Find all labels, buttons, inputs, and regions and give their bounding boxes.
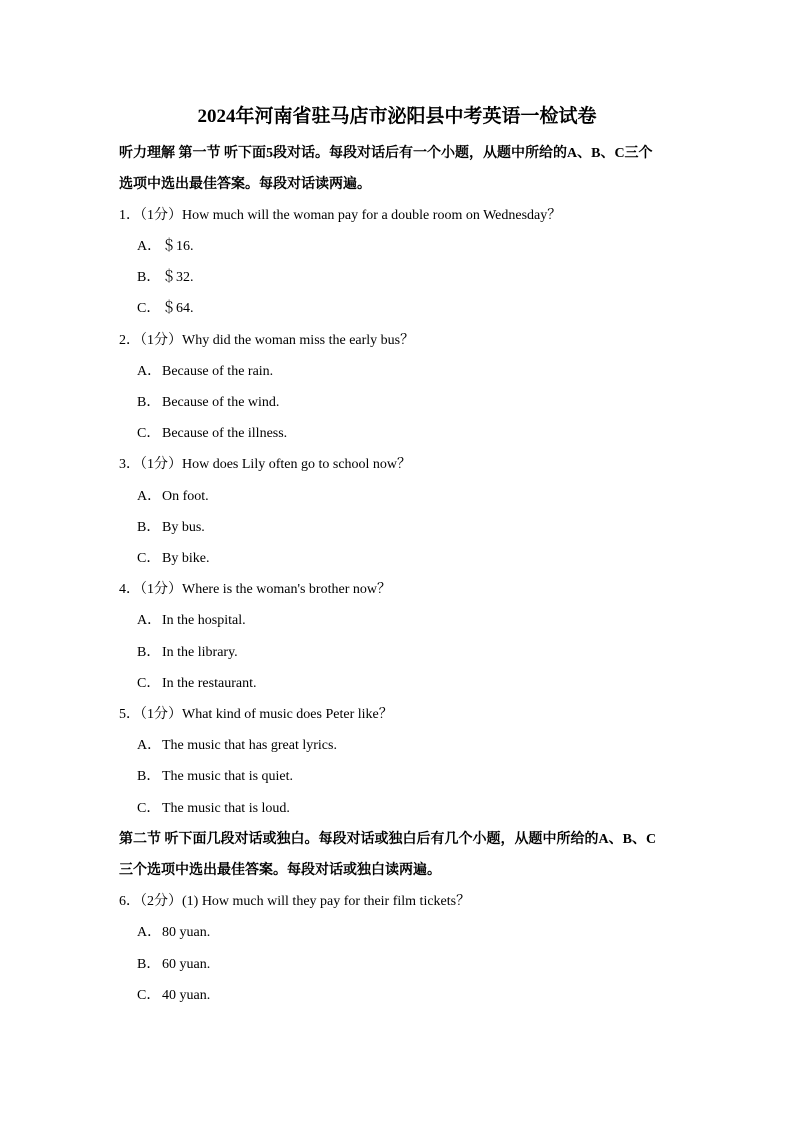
section-1-instruction-line-1: 听力理解 第一节 听下面5段对话。每段对话后有一个小题，从题中所给的A、B、C三个 <box>119 146 653 161</box>
option-letter: C． <box>137 551 161 566</box>
question-1-stem: 1．（1分）How much will the woman pay for a double room on Wednesday？ <box>119 208 562 223</box>
option-text: ＄32. <box>162 270 194 285</box>
question-1-option-a <box>137 237 194 257</box>
option-letter: A． <box>137 613 162 628</box>
option-text: In the library. <box>162 645 238 660</box>
option-letter: B． <box>137 395 161 410</box>
option-text: In the hospital. <box>162 613 246 628</box>
option-text: 80 yuan. <box>162 925 211 940</box>
option-letter: B． <box>137 645 161 660</box>
option-text: Because of the wind. <box>162 395 280 410</box>
question-6-option-c <box>137 986 210 1006</box>
option-letter: B． <box>137 957 161 972</box>
question-4-option-b <box>137 643 238 663</box>
option-letter: A． <box>137 239 162 254</box>
option-text: Because of the illness. <box>162 426 288 441</box>
question-2-option-a <box>137 362 273 382</box>
option-text: The music that is quiet. <box>162 769 294 784</box>
option-letter: C． <box>137 301 161 316</box>
option-text: By bus. <box>162 520 205 535</box>
question-5-option-b <box>137 767 293 787</box>
option-text: The music that has great lyrics. <box>162 738 337 753</box>
question-5-option-a <box>137 736 337 756</box>
option-text: In the restaurant. <box>162 676 257 691</box>
question-4-option-a <box>137 611 246 631</box>
question-2-option-c <box>137 424 287 444</box>
section-1-instruction-line-2: 选项中选出最佳答案。每段对话读两遍。 <box>119 177 371 192</box>
question-2-stem: 2．（1分）Why did the woman miss the early bus？ <box>119 333 415 348</box>
option-letter: C． <box>137 676 161 691</box>
question-6-option-a <box>137 923 210 943</box>
option-letter: A． <box>137 489 162 504</box>
option-text: ＄64. <box>162 301 194 316</box>
question-3-stem: 3．（1分）How does Lily often go to school now？ <box>119 457 412 472</box>
page-title: 2024年河南省驻马店市泌阳县中考英语一检试卷 <box>197 106 597 127</box>
option-letter: A． <box>137 364 162 379</box>
option-letter: B． <box>137 769 161 784</box>
section-2-instruction-line-1: 第二节 听下面几段对话或独白。每段对话或独白后有几个小题，从题中所给的A、B、C <box>119 832 657 847</box>
question-2-option-b <box>137 393 279 413</box>
option-letter: A． <box>137 925 162 940</box>
option-text: By bike. <box>162 551 210 566</box>
question-3-option-b <box>137 518 205 538</box>
section-2-instruction-line-2: 三个选项中选出最佳答案。每段对话或独白读两遍。 <box>119 863 441 878</box>
question-3-option-a <box>137 487 209 507</box>
question-1-option-c <box>137 299 194 319</box>
option-letter: C． <box>137 988 161 1003</box>
question-5-option-c <box>137 799 290 819</box>
question-5-stem: 5．（1分）What kind of music does Peter like？ <box>119 707 393 722</box>
question-6-stem: 6．（2分）(1) How much will they pay for their film tickets？ <box>119 894 471 909</box>
question-3-option-c <box>137 549 209 569</box>
question-4-option-c <box>137 674 256 694</box>
option-letter: C． <box>137 801 161 816</box>
option-text: ＄16. <box>162 239 194 254</box>
option-letter: B． <box>137 520 161 535</box>
option-letter: C． <box>137 426 161 441</box>
option-text: On foot. <box>162 489 209 504</box>
question-1-option-b <box>137 268 194 288</box>
option-letter: B． <box>137 270 161 285</box>
question-4-stem: 4．（1分）Where is the woman's brother now？ <box>119 582 391 597</box>
option-letter: A． <box>137 738 162 753</box>
option-text: The music that is loud. <box>162 801 290 816</box>
option-text: 40 yuan. <box>162 988 211 1003</box>
option-text: Because of the rain. <box>162 364 274 379</box>
question-6-option-b <box>137 955 210 975</box>
option-text: 60 yuan. <box>162 957 211 972</box>
